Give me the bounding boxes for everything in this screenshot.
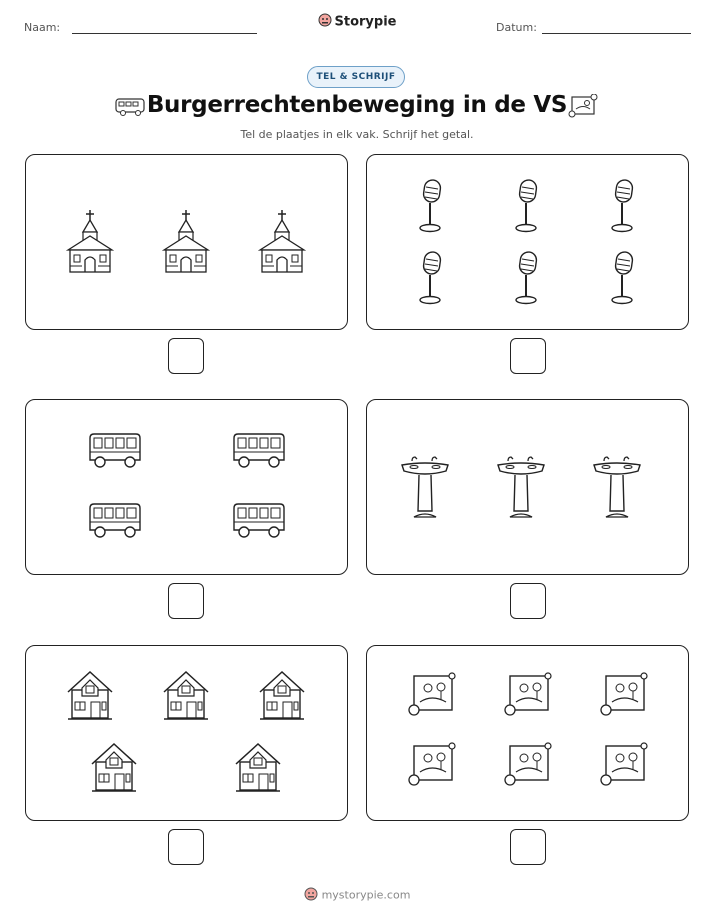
microphone-icon [512,178,542,238]
house-icon [66,668,114,726]
answer-box-buses[interactable] [168,583,204,619]
bus-icon [230,430,286,474]
bus-icon [86,430,142,474]
microphone-icon [416,178,446,238]
map-scroll-icon [598,742,648,792]
microphone-icon [416,250,446,310]
church-icon [258,208,306,278]
answer-box-houses[interactable] [168,829,204,865]
microphone-icon [608,250,638,310]
answer-box-fountains[interactable] [510,583,546,619]
map-scroll-icon [502,742,552,792]
name-line[interactable] [72,33,257,34]
answer-box-churches[interactable] [168,338,204,374]
map-scroll-icon [502,672,552,722]
panel-buses [25,399,348,575]
brand-name: Storypie [334,14,397,30]
bus-icon [86,500,142,544]
house-icon [234,740,282,798]
microphone-icon [512,250,542,310]
church-icon [66,208,114,278]
map-scroll-icon [568,94,598,122]
footer-url[interactable]: mystorypie.com [321,888,411,902]
name-label: Naam: [24,21,61,34]
house-icon [162,668,210,726]
drinking-fountain-icon [496,455,546,523]
storypie-mascot-icon [318,13,332,31]
footer [0,887,714,904]
answer-box-maps[interactable] [510,829,546,865]
activity-badge: TEL & SCHRIJF [307,66,405,88]
map-scroll-icon [406,742,456,792]
bus-icon [230,500,286,544]
answer-box-microphones[interactable] [510,338,546,374]
page-title: Burgerrechtenbeweging in de VS [146,92,568,118]
instructions: Tel de plaatjes in elk vak. Schrijf het getal. [240,128,474,141]
house-icon [90,740,138,798]
house-icon [258,668,306,726]
date-line[interactable] [542,33,691,34]
drinking-fountain-icon [400,455,450,523]
church-icon [162,208,210,278]
drinking-fountain-icon [592,455,642,523]
date-label: Datum: [496,21,537,34]
map-scroll-icon [406,672,456,722]
brand-logo [0,13,714,31]
map-scroll-icon [598,672,648,722]
microphone-icon [608,178,638,238]
storypie-mascot-icon [304,887,318,904]
